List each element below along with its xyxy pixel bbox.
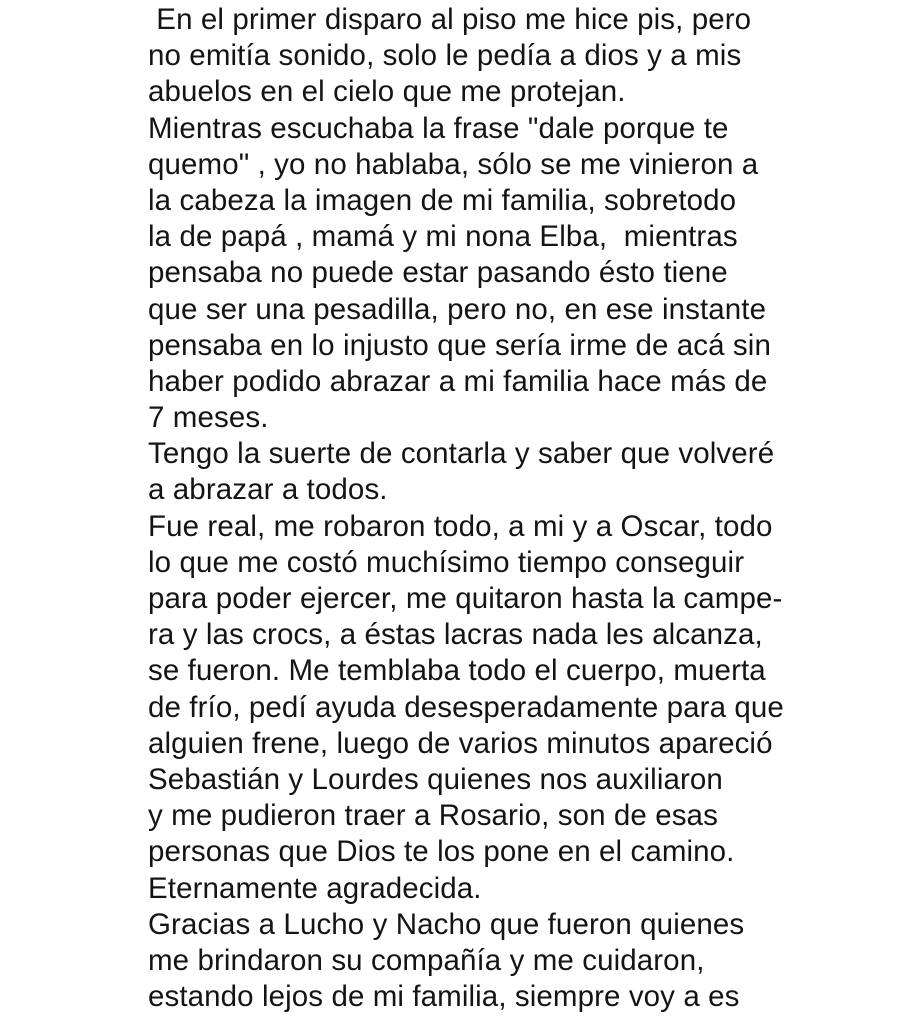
text-line: que ser una pesadilla, pero no, en ese instante [148,292,767,326]
text-line: de frío, pedí ayuda desesperadamente para que [148,690,784,724]
text-line: Fue real, me robaron todo, a mi y a Oscar, todo [148,509,773,543]
text-line: personas que Dios te los pone en el camino. [148,835,735,869]
text-line: Gracias a Lucho y Nacho que fueron quienes [148,907,745,941]
text-line: Mientras escuchaba la frase "dale porque te [148,111,729,145]
text-line: haber podido abrazar a mi familia hace más de [148,364,768,398]
text-line: me brindaron su compañía y me cuidaron, [148,943,705,977]
text-line: la cabeza la imagen de mi familia, sobretodo [148,183,737,217]
text-line: Sebastián y Lourdes quienes nos auxiliaron [148,762,723,796]
text-line: alguien frene, luego de varios minutos apareció [148,726,773,760]
text-line: 7 meses. [148,401,269,435]
text-line: En el primer disparo al piso me hice pis, pero [148,3,752,36]
text-line: Tengo la suerte de contarla y saber que volveré [148,437,775,471]
text-line: pensaba en lo injusto que sería irme de acá sin [148,328,771,362]
text-line: para poder ejercer, me quitaron hasta la campe- [148,582,783,615]
text-line: Eternamente agradecida. [148,871,482,905]
text-line: a abrazar a todos. [148,473,388,507]
text-line: ra y las crocs, a éstas lacras nada les alcanza, [148,618,763,652]
text-line: y me pudieron traer a Rosario, son de esas [148,799,718,833]
text-line: estando lejos de mi familia, siempre voy a es [148,980,740,1014]
text-line: lo que me costó muchísimo tiempo conseguir [148,545,745,579]
text-line: la de papá , mamá y mi nona Elba, mientras [148,220,738,254]
text-line: quemo" , yo no hablaba, sólo se me vinieron a [148,147,759,181]
text-line: no emitía sonido, solo le pedía a dios y a mis [148,39,742,73]
text-line: abuelos en el cielo que me protejan. [148,75,626,109]
text-body [148,2,908,1015]
text-line: pensaba no puede estar pasando ésto tiene [148,256,728,290]
text-line: se fueron. Me temblaba todo el cuerpo, muerta [148,654,766,688]
